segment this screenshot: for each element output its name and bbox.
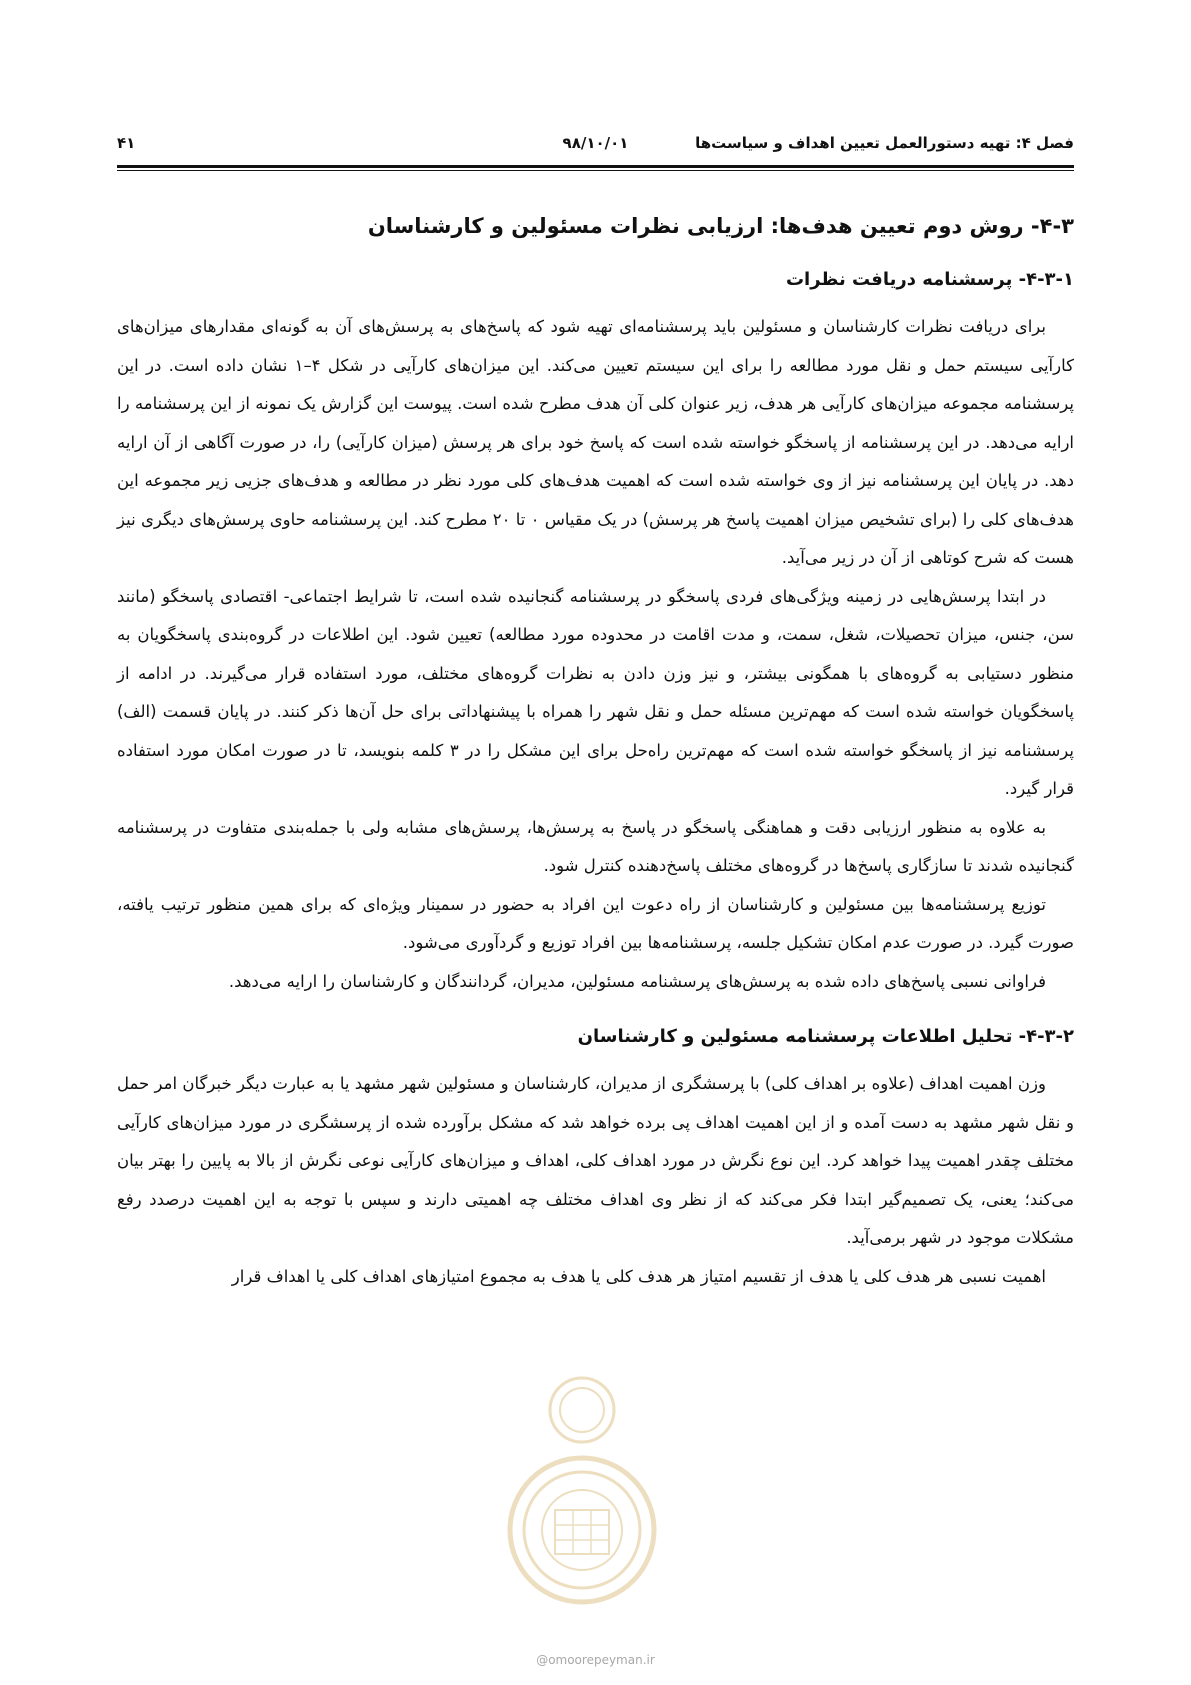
- subsection-1-title: ۴-۳-۱- پرسشنامه دریافت نظرات: [785, 269, 1074, 290]
- paragraph: اهمیت نسبی هر هدف کلی یا هدف از تقسیم امتیاز هر هدف کلی یا هدف به مجموع امتیازهای اهداف کلی یا اهداف قرار: [231, 1266, 1046, 1286]
- section-title: ۴-۳- روش دوم تعیین هدف‌ها: ارزیابی نظرات مسئولین و کارشناسان: [367, 214, 1074, 238]
- page-number: ۴۱: [117, 134, 136, 152]
- subsection-2-title: ۴-۳-۲- تحلیل اطلاعات پرسشنامه مسئولین و کارشناسان: [577, 1026, 1074, 1047]
- paragraph: به علاوه به منظور ارزیابی دقت و هماهنگی پاسخگو در پاسخ به پرسش‌ها، پرسش‌های مشابه ولی با جمله‌بندی متفاوت در پرسشنامه گنجانیده شدند تا سازگاری پاسخ‌ها در گروه‌های مختلف پاسخ‌دهنده کنترل شود.: [117, 817, 1074, 875]
- header-date: ۹۸/۱۰/۰۱: [562, 134, 629, 152]
- page-header: [117, 130, 1074, 160]
- paragraph: در ابتدا پرسش‌هایی در زمینه ویژگی‌های فردی پاسخگو در پرسشنامه گنجانیده شده است، تا شرایط اجتماعی- اقتصادی پاسخگو (مانند سن، جنس، میزان تحصیلات، شغل، سمت، و مدت اقامت در محدوده مورد مطالعه) تعیین شود. این اطلاعات در گروه‌بندی پاسخگویان به منظور دستیابی به گروه‌های با همگونی بیشتر، و نیز وزن دادن به نظرات گروه‌های مختلف، مورد استفاده قرار می‌گیرند. در ادامه از پاسخگویان خواسته شده است که مهم‌ترین مسئله حمل و نقل شهر را همراه با پیشنهاداتی برای حل آن‌ها ذکر کنند. در پایان قسمت (الف) پرسشنامه نیز از پاسخگو خواسته شده است که مهم‌ترین راه‌حل برای این مشکل را در ۳ کلمه بنویسد، تا در صورت امکان مورد استفاده قرار گیرد.: [117, 586, 1074, 798]
- footer-handle: @omoorepeyman.ir: [536, 1653, 655, 1667]
- header-rule-thick: [117, 165, 1074, 168]
- chapter-title: فصل ۴: تهیه دستورالعمل تعیین اهداف و سیاست‌ها: [695, 134, 1074, 152]
- header-rule-thin: [117, 170, 1074, 171]
- paragraph: فراوانی نسبی پاسخ‌های داده شده به پرسش‌های پرسشنامه مسئولین، مدیران، گردانندگان و کارشناسان را ارایه می‌دهد.: [228, 971, 1046, 991]
- paragraph: وزن اهمیت اهداف (علاوه بر اهداف کلی) با پرسشگری از مدیران، کارشناسان و مسئولین شهر مشهد یا به عبارت دیگر خبرگان امر حمل و نقل شهر مشهد به دست آمده و از این اهمیت اهداف پی برده خواهد شد که مشکل برآورده شده از پرسشگری در مورد میزان‌های کارآیی مختلف چقدر اهمیت پیدا خواهد کرد. این نوع نگرش در مورد اهداف کلی، اهداف و میزان‌های کارآیی نوعی نگرش از بالا به پایین را بهتر بیان می‌کند؛ یعنی، یک تصمیم‌گیر ابتدا فکر می‌کند که از نظر وی اهداف مختلف چه اهمیتی دارند و سپس با توجه به این اهمیت درصدد رفع مشکلات موجود در شهر برمی‌آید.: [117, 1074, 1074, 1247]
- watermark-seal-icon: [500, 1370, 665, 1620]
- page-body: [117, 208, 1074, 1296]
- paragraph: توزیع پرسشنامه‌ها بین مسئولین و کارشناسان از راه دعوت این افراد به حضور در سمینار ویژه‌ای که برای همین منظور ترتیب یافته، صورت گیرد. در صورت عدم امکان تشکیل جلسه، پرسشنامه‌ها بین افراد توزیع و گردآوری می‌شود.: [117, 894, 1074, 952]
- paragraph: برای دریافت نظرات کارشناسان و مسئولین باید پرسشنامه‌ای تهیه شود که پاسخ‌های به پرسش‌های آن به گونه‌ای مقدارهای میزان‌های کارآیی سیستم حمل و نقل مورد مطالعه را برای این سیستم تعیین می‌کند. این میزان‌های کارآیی در شکل ۴–۱ نشان داده است. در این پرسشنامه مجموعه میزان‌های کارآیی هر هدف، زیر عنوان کلی آن هدف مطرح شده است. پیوست این گزارش یک نمونه از این پرسشنامه را ارایه می‌دهد. در این پرسشنامه از پاسخگو خواسته شده است که پاسخ خود برای هر پرسش (میزان کارآیی) را، در صورت آگاهی از آن ارایه دهد. در پایان این پرسشنامه نیز از وی خواسته شده است که اهمیت هدف‌های کلی مورد نظر در مطالعه و هدف‌های جزیی زیر مجموعه این هدف‌های کلی را (برای تشخیص میزان اهمیت پاسخ هر پرسش) در یک مقیاس ۰ تا ۲۰ مطرح کند. این پرسشنامه حاوی پرسش‌های دیگری نیز هست که شرح کوتاهی از آن در زیر می‌آید.: [117, 317, 1074, 567]
